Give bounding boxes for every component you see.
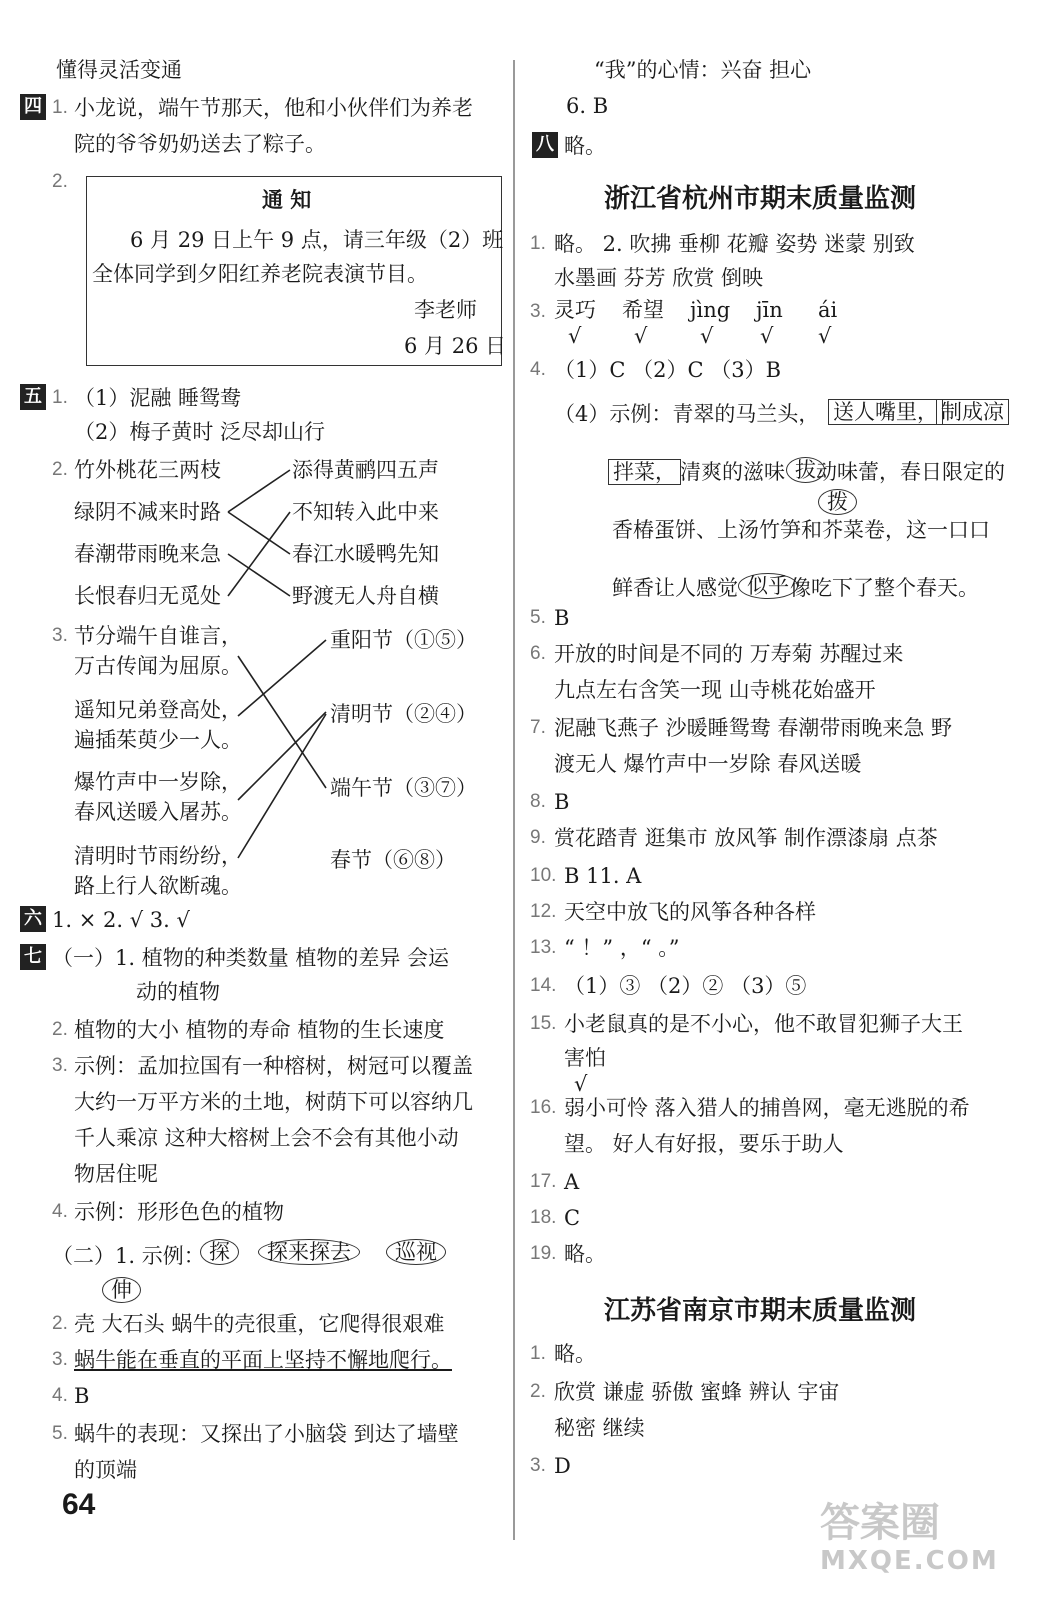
answer-line: 壳 大石头 蜗牛的壳很重，它爬得很艰难	[74, 1312, 445, 1336]
q-number: 4.	[530, 359, 546, 380]
correction-char: 拨	[818, 489, 857, 515]
watermark: 答案圈 MXQE.COM	[820, 1500, 999, 1576]
check-mark: √	[568, 324, 582, 348]
answer-line: 大约一万平方米的土地，树荫下可以容纳几	[74, 1090, 473, 1114]
answer-line: 天空中放飞的风筝各种各样	[564, 900, 816, 924]
q-number: 2.	[52, 171, 68, 192]
answer-line: B 11. A	[564, 864, 642, 888]
answer-line: 秘密 继续	[554, 1416, 645, 1440]
answer-line: “我”的心情：兴奋 担心	[594, 58, 812, 82]
answer-line: 动味蕾，春日限定的	[816, 460, 1005, 484]
answer-line: （二）1. 示例：	[52, 1244, 205, 1268]
poem-line: 万古传闻为屈原。	[74, 654, 242, 678]
q-number: 3.	[52, 1349, 68, 1370]
q-number: 3.	[530, 1455, 546, 1476]
pinyin-word: 灵巧	[554, 298, 596, 322]
answer-line: 略。	[554, 1342, 596, 1366]
section-title-nanjing: 江苏省南京市期末质量监测	[604, 1296, 917, 1326]
pinyin-word: ái	[818, 298, 838, 322]
circled-word: 似乎	[738, 573, 798, 599]
match-right-item: 春江水暖鸭先知	[292, 542, 439, 566]
poem-line: 遥知兄弟登高处，	[74, 698, 242, 722]
answer-line: （一）1. 植物的种类数量 植物的差异 会运	[52, 946, 450, 970]
match-line	[238, 656, 326, 788]
answer-line: 渡无人 爆竹声中一岁除 春风送暖	[554, 752, 862, 776]
answer-line: （1）泥融 睡鸳鸯	[74, 386, 242, 410]
q-number: 9.	[530, 827, 546, 848]
q-number: 2.	[52, 1313, 68, 1334]
header-line: 懂得灵活变通	[56, 58, 182, 82]
circled-word: 巡视	[386, 1239, 446, 1265]
answer-line: 示例：形形色色的植物	[74, 1200, 284, 1224]
answer-line: 略。 2. 吹拂 垂柳 花瓣 姿势 迷蒙 别致	[554, 232, 915, 256]
answer-line: 示例：孟加拉国有一种榕树，树冠可以覆盖	[74, 1054, 473, 1078]
match-line	[228, 554, 290, 596]
q-number: 5.	[530, 607, 546, 628]
poem-line: 爆竹声中一岁除，	[74, 770, 242, 794]
check-mark: √	[760, 324, 774, 348]
match-line	[228, 512, 290, 554]
poem-line: 路上行人欲断魂。	[74, 874, 242, 898]
boxed-text: 制成凉	[936, 399, 1009, 425]
answer-line: “ ！” ，“ 。”	[564, 936, 680, 960]
answer-line: B	[554, 790, 570, 814]
answer-line: 小龙说，端午节那天，他和小伙伴们为养老	[74, 96, 473, 120]
match-right-item: 不知转入此中来	[292, 500, 439, 524]
answer-line: C	[564, 1206, 581, 1230]
answer-line: （2）梅子黄时 泛尽却山行	[74, 420, 326, 444]
section-badge-8: 八	[532, 132, 558, 158]
q-number: 8.	[530, 791, 546, 812]
q-number: 6.	[530, 643, 546, 664]
answer-line: B	[554, 606, 570, 630]
section-badge-4: 四	[20, 94, 46, 120]
match-left-item: 竹外桃花三两枝	[74, 458, 221, 482]
answer-line: 院的爷爷奶奶送去了粽子。	[74, 132, 326, 156]
q-number: 3.	[530, 301, 546, 322]
answer-line: 水墨画 芬芳 欣赏 倒映	[554, 266, 764, 290]
answer-line: 物居住呢	[74, 1162, 158, 1186]
notice-signature: 李老师	[414, 298, 477, 322]
pinyin-word: jīn	[756, 298, 783, 322]
q-number: 2.	[530, 1381, 546, 1402]
q-number: 1.	[52, 387, 68, 408]
answer-line: 泥融飞燕子 沙暖睡鸳鸯 春潮带雨晚来急 野	[554, 716, 953, 740]
answer-line: （1）C （2）C （3）B	[554, 358, 782, 382]
answer-line: 清爽的滋味	[680, 460, 785, 484]
underlined-answer: 蜗牛能在垂直的平面上坚持不懈地爬行。	[74, 1348, 452, 1372]
check-mark: √	[700, 324, 714, 348]
circled-char: 拔	[786, 457, 825, 483]
answer-line: 略。	[564, 1242, 606, 1266]
notice-body: 全体同学到夕阳红养老院表演节目。	[92, 262, 428, 286]
poem-line: 清明时节雨纷纷，	[74, 844, 242, 868]
check-mark: √	[574, 1072, 588, 1096]
answer-line: A	[564, 1170, 580, 1194]
answer-line: 1. × 2. √ 3. √	[52, 908, 190, 932]
answer-line: 略。	[564, 134, 606, 158]
match-right-item: 野渡无人舟自横	[292, 584, 439, 608]
match-left-item: 春潮带雨晚来急	[74, 542, 221, 566]
answer-line: 的顶端	[74, 1458, 137, 1482]
q-number: 17.	[530, 1171, 557, 1192]
answer-line: 鲜香让人感觉	[612, 576, 738, 600]
match-left-item: 绿阴不减来时路	[74, 500, 221, 524]
q-number: 10.	[530, 865, 557, 886]
q-number: 13.	[530, 937, 557, 958]
check-mark: √	[634, 324, 648, 348]
answer-line: 蜗牛的表现：又探出了小脑袋 到达了墙壁	[74, 1422, 459, 1446]
answer-line: 九点左右含笑一现 山寺桃花始盛开	[554, 678, 876, 702]
q-number: 1.	[530, 1343, 546, 1364]
poem-line: 遍插茱萸少一人。	[74, 728, 242, 752]
answer-line: 千人乘凉 这种大榕树上会不会有其他小动	[74, 1126, 459, 1150]
boxed-text: 拌菜，	[608, 459, 681, 485]
pinyin-word: jìng	[690, 298, 731, 322]
match-line	[228, 512, 290, 596]
circled-word: 探来探去	[258, 1239, 360, 1265]
section-badge-6: 六	[20, 906, 46, 932]
answer-line: 像吃下了整个春天。	[790, 576, 979, 600]
q-number: 4.	[52, 1385, 68, 1406]
q-number: 19.	[530, 1243, 557, 1264]
q-number: 15.	[530, 1013, 557, 1034]
answer-line: 植物的大小 植物的寿命 植物的生长速度	[74, 1018, 445, 1042]
answer-line: 香椿蛋饼、上汤竹笋和芥菜卷，这一口口	[612, 518, 990, 542]
notice-date: 6 月 26 日	[404, 334, 507, 358]
q-number: 14.	[530, 975, 557, 996]
answer-line: 开放的时间是不同的 万寿菊 苏醒过来	[554, 642, 904, 666]
match-line	[238, 640, 326, 716]
notice-title: 通 知	[262, 187, 312, 212]
q-number: 5.	[52, 1423, 68, 1444]
q-number: 16.	[530, 1097, 557, 1118]
festival-label: 清明节（②④）	[330, 702, 477, 726]
section-badge-5: 五	[20, 384, 46, 410]
answer-line: D	[554, 1454, 571, 1478]
q-number: 4.	[52, 1201, 68, 1222]
poem-line: 春风送暖入屠苏。	[74, 800, 242, 824]
pinyin-word: 希望	[622, 298, 664, 322]
answer-line: 动的植物	[136, 980, 220, 1004]
q-number: 18.	[530, 1207, 557, 1228]
match-line	[228, 470, 290, 512]
q-number: 3.	[52, 1055, 68, 1076]
festival-label: 端午节（③⑦）	[330, 776, 477, 800]
answer-line: 小老鼠真的是不小心，他不敢冒犯狮子大王	[564, 1012, 963, 1036]
answer-line: （4）示例：青翠的马兰头，	[554, 402, 820, 426]
q-number: 1.	[52, 97, 68, 118]
section-badge-7: 七	[20, 944, 46, 970]
match-right-item: 添得黄鹂四五声	[292, 458, 439, 482]
circled-char: 探	[200, 1239, 239, 1265]
answer-line: （1）③ （2）② （3）⑤	[564, 974, 807, 998]
answer-line: 害怕	[564, 1046, 606, 1070]
q-number: 1.	[530, 233, 546, 254]
boxed-text: 送人嘴里，	[828, 399, 943, 425]
q-number: 3.	[52, 625, 68, 646]
q-number: 2.	[52, 459, 68, 480]
answer-line: 欣赏 谦虚 骄傲 蜜蜂 辨认 宇宙	[554, 1380, 840, 1404]
answer-line: 望。 好人有好报，要乐于助人	[564, 1132, 844, 1156]
check-mark: √	[818, 324, 832, 348]
q-number: 12.	[530, 901, 557, 922]
page-number: 64	[62, 1488, 96, 1521]
circled-char: 伸	[102, 1277, 141, 1303]
q-number: 7.	[530, 717, 546, 738]
match-left-item: 长恨春归无觅处	[74, 584, 221, 608]
section-title-hangzhou: 浙江省杭州市期末质量监测	[604, 184, 917, 214]
notice-body: 6 月 29 日上午 9 点，请三年级（2）班	[130, 228, 504, 252]
q-number: 2.	[52, 1019, 68, 1040]
festival-label: 重阳节（①⑤）	[330, 628, 477, 652]
festival-label: 春节（⑥⑧）	[330, 848, 456, 872]
answer-line: B	[74, 1384, 90, 1408]
answer-line: 弱小可怜 落入猎人的捕兽网，毫无逃脱的希	[564, 1096, 970, 1120]
answer-line: 6. B	[566, 94, 609, 118]
answer-line: 赏花踏青 逛集市 放风筝 制作漂漆扇 点茶	[554, 826, 938, 850]
poem-line: 节分端午自谁言，	[74, 624, 242, 648]
